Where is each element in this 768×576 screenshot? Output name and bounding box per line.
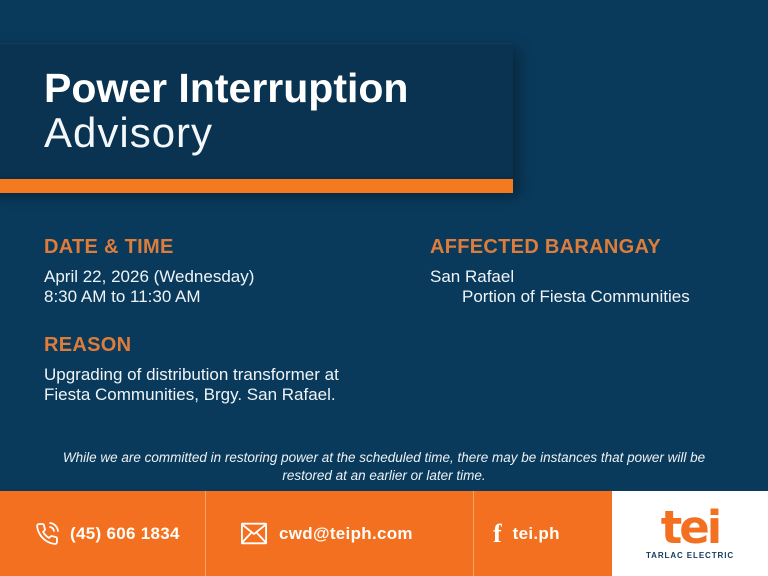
date-time-heading: DATE & TIME xyxy=(44,236,174,258)
footer-divider xyxy=(473,491,474,576)
phone-contact[interactable] xyxy=(35,491,180,576)
company-name: TARLAC ELECTRIC xyxy=(645,550,734,560)
footer-contact-bar xyxy=(0,491,768,576)
reason-heading: REASON xyxy=(44,334,132,356)
page-title-line2: Advisory xyxy=(44,109,214,156)
reason-line1: Upgrading of distribution transformer at xyxy=(44,365,339,384)
date-value: April 22, 2026 (Wednesday) xyxy=(44,267,255,286)
disclaimer-line1: While we are committed in restoring power at the scheduled time, there may be instances that power will be xyxy=(62,450,706,465)
disclaimer-note xyxy=(0,449,768,485)
facebook-f-icon: f xyxy=(493,518,502,548)
title-underline-bar xyxy=(0,179,513,193)
company-logo-box xyxy=(612,491,768,576)
facebook-handle: tei.ph xyxy=(512,523,560,543)
title-panel xyxy=(0,43,513,179)
time-value: 8:30 AM to 11:30 AM xyxy=(44,287,201,306)
phone-call-icon xyxy=(35,522,59,546)
section-affected-barangay xyxy=(430,236,690,307)
phone-number: (45) 606 1834 xyxy=(70,523,180,543)
barangay-detail-value: Portion of Fiesta Communities xyxy=(462,287,690,306)
section-date-time xyxy=(44,236,254,307)
page-title-line1: Power Interruption xyxy=(44,65,409,111)
email-address: cwd@teiph.com xyxy=(279,523,413,543)
affected-barangay-heading: AFFECTED BARANGAY xyxy=(430,236,662,258)
tei-logo: tei xyxy=(660,500,720,554)
disclaimer-line2: restored at an earlier or later time. xyxy=(282,468,486,483)
reason-line2: Fiesta Communities, Brgy. San Rafael. xyxy=(44,385,336,404)
facebook-contact[interactable] xyxy=(493,491,560,576)
envelope-icon xyxy=(240,522,268,545)
section-reason xyxy=(44,334,339,405)
footer-divider xyxy=(205,491,206,576)
email-contact[interactable] xyxy=(240,491,413,576)
barangay-value: San Rafael xyxy=(430,267,515,286)
